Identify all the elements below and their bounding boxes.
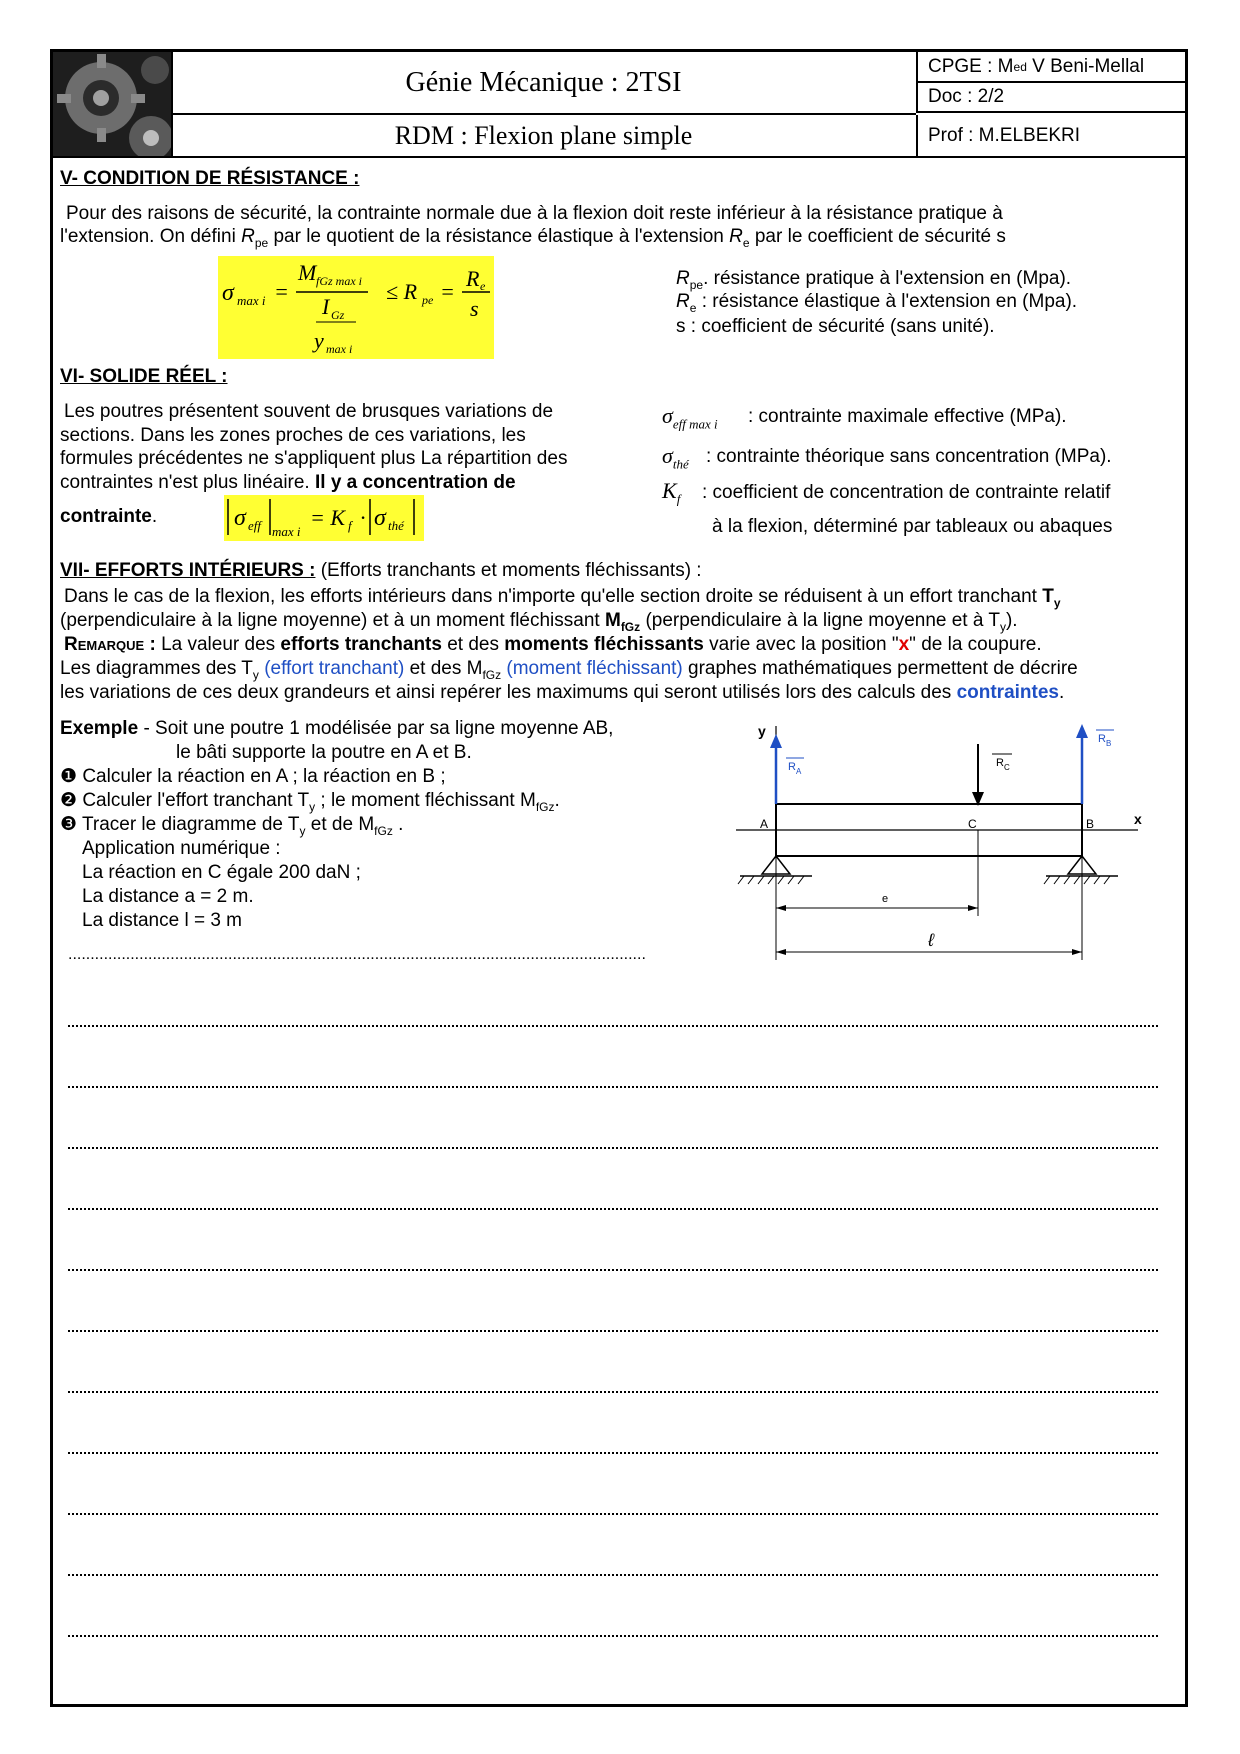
svg-text:y: y — [314, 328, 324, 353]
point-a-label: A — [760, 817, 769, 831]
load-c-label: R — [996, 757, 1004, 769]
svg-text:thé: thé — [388, 518, 404, 533]
answer-line-8 — [68, 1451, 1158, 1454]
school-name: CPGE : M ed V Beni-Mellal — [916, 52, 1185, 83]
def-sigma-the: : contrainte théorique sans concentration (MPa). — [706, 446, 1112, 467]
doc-number: Doc : 2/2 — [916, 83, 1185, 113]
concentration-formula — [224, 495, 424, 541]
section-7-heading-line — [60, 560, 702, 582]
svg-text:σ: σ — [222, 280, 234, 306]
def-kf: : coefficient de concentration de contrainte relatif — [702, 482, 1111, 503]
reaction-a-sub: A — [796, 767, 802, 776]
section-6-p4-text: contraintes n'est plus linéaire. — [60, 472, 310, 493]
reaction-b-sub: B — [1106, 739, 1112, 748]
svg-text:R: R — [466, 266, 480, 291]
svg-text:f: f — [348, 518, 352, 533]
svg-text:=: = — [440, 279, 455, 304]
question-2b-text: ; le moment fléchissant M — [315, 790, 536, 811]
section-6-p3: formules précédentes ne s'appliquent plus La répartition des — [60, 448, 568, 469]
line4-e: graphes mathématiques permettent de décrire — [688, 658, 1078, 679]
remark-x: x — [898, 634, 910, 655]
x-axis-label: x — [1134, 811, 1142, 827]
example-label: Exemple — [60, 718, 139, 739]
reaction-a-label: R — [788, 761, 796, 773]
gear-logo-image — [53, 52, 173, 156]
section-7-line1-text: Dans le cas de la flexion, les efforts intérieurs dans n'importe qu'elle section droite se réduisent à un effort tranchant — [64, 586, 1037, 607]
section-6-p4 — [60, 472, 516, 494]
header — [53, 52, 1185, 156]
answer-dots-short: .................................................................................................................................. — [68, 946, 646, 963]
app-num-l: La distance l = 3 m — [82, 910, 243, 931]
section-7-remark — [64, 634, 1042, 656]
dim-l-label: ℓ — [928, 930, 934, 950]
def-s: s : coefficient de sécurité (sans unité). — [676, 316, 995, 337]
section-7-line4: Les diagrammes des $T_y$ (effort tranchant) et des $M_{fGz}$ (moment fléchissant) graphes mathématiques permettent de décrire — [60, 658, 1078, 682]
question-2-text: Calculer l'effort tranchant T — [82, 790, 310, 811]
app-num-title: Application numérique : — [82, 838, 281, 859]
answer-line-7 — [68, 1390, 1158, 1393]
point-b-label: B — [1086, 817, 1095, 831]
svg-text:=: = — [274, 279, 289, 304]
question-3b-text: et de M — [305, 814, 375, 835]
answer-line-5 — [68, 1268, 1158, 1271]
svg-text:max i: max i — [237, 293, 266, 308]
resistance-formula — [218, 256, 494, 359]
example-line1 — [60, 718, 613, 740]
sigma-eff-symbol: $\sigma_{eff max i}$ — [662, 403, 718, 432]
section-6-heading: VI- SOLIDE RÉEL : — [60, 366, 228, 387]
reaction-b-label: R — [1098, 733, 1106, 745]
y-axis-label: y — [758, 723, 766, 739]
reaction-a-arrowhead — [770, 734, 782, 748]
answer-line-4 — [68, 1207, 1158, 1210]
answer-line-9 — [68, 1512, 1158, 1515]
section-7-line2b: (perpendiculaire à la ligne moyenne et à T — [645, 610, 1000, 631]
sigma-the-symbol: $\sigma_{thé}$ — [662, 443, 689, 472]
question-1: ❶ Calculer la réaction en A ; la réaction en B ; — [60, 766, 446, 787]
line5-b: contraintes — [956, 682, 1059, 703]
svg-text:= K: = K — [310, 505, 346, 530]
section-7-line5: les variations de ces deux grandeurs et ainsi repérer les maximums qui seront utilisés lors des calculs des contraintes. — [60, 682, 1065, 703]
prof-name: Prof : M.ELBEKRI — [916, 115, 1185, 156]
line4-c: et des M — [409, 658, 483, 679]
dim-e-label: e — [882, 893, 889, 905]
svg-text:eff: eff — [248, 518, 261, 533]
svg-text:s: s — [470, 296, 479, 321]
svg-text:pe: pe — [422, 293, 434, 307]
point-c-label: C — [968, 817, 977, 831]
question-3: ❸ Tracer le diagramme de $T_y$ et de $M_{fGz}$ . — [60, 814, 404, 838]
section-6-p1: Les poutres présentent souvent de brusques variations de — [64, 401, 554, 422]
gear-icon — [53, 52, 171, 156]
svg-text:σ: σ — [234, 505, 246, 531]
reaction-b-arrowhead — [1076, 724, 1088, 738]
section-6-p5: contrainte. — [60, 506, 158, 527]
kf-symbol: $K_f$ — [662, 478, 681, 507]
question-1-text: Calculer la réaction en A ; la réaction en B ; — [82, 766, 446, 787]
svg-text:·: · — [360, 505, 366, 530]
example-intro-1: - Soit une poutre 1 modélisée par sa ligne moyenne AB, — [143, 718, 614, 739]
example-intro-2: le bâti supporte la poutre en A et B. — [176, 742, 472, 763]
remark-1: La valeur des — [161, 634, 276, 655]
question-3-text: Tracer le diagramme de T — [81, 814, 300, 835]
section-7-heading-tail: (Efforts tranchants et moments fléchissants) : — [320, 560, 702, 581]
app-num-a: La distance a = 2 m. — [82, 886, 254, 907]
remark-label: Remarque : — [64, 634, 156, 655]
answer-line-3 — [68, 1146, 1158, 1149]
svg-text:max i: max i — [272, 524, 301, 539]
svg-text:e: e — [480, 279, 486, 293]
doc-title: Génie Mécanique : 2TSI — [171, 52, 916, 115]
question-2: ❷ Calculer l'effort tranchant $T_y$ ; le moment fléchissant $M_{fGz}$. — [60, 790, 560, 814]
beam-diagram — [736, 720, 1156, 970]
section-6-p2: sections. Dans les zones proches de ces variations, les — [60, 425, 526, 446]
def-re: $R_e$ : résistance élastique à l'extension en (Mpa). — [676, 291, 1078, 315]
answer-line-1 — [68, 1024, 1158, 1027]
line4-b: (effort tranchant) — [264, 658, 405, 679]
def-sigma-eff: : contrainte maximale effective (MPa). — [748, 406, 1067, 427]
svg-text:≤ R: ≤ R — [386, 279, 418, 304]
load-c-sub: C — [1004, 763, 1010, 772]
svg-text:Gz: Gz — [331, 308, 345, 322]
line5-a: les variations de ces deux grandeurs et ainsi repérer les maximums qui seront utilisés lors des calculs des — [60, 682, 952, 703]
svg-text:I: I — [322, 294, 330, 319]
app-num-rc: La réaction en C égale 200 daN ; — [82, 862, 361, 883]
section-5-heading: V- CONDITION DE RÉSISTANCE : — [60, 168, 360, 189]
section-6-p4-bold: Il y a concentration de — [315, 472, 516, 493]
remark-7: " de la coupure. — [909, 634, 1042, 655]
remark-5: varie avec la position " — [709, 634, 899, 655]
section-7-line2: (perpendiculaire à la ligne moyenne) et à un moment fléchissant $M_{fGz}$ (perpendiculaire à la ligne moyenne et à $T_y$). — [60, 610, 1018, 634]
svg-text:fGz max i: fGz max i — [316, 274, 362, 288]
doc-subtitle: RDM : Flexion plane simple — [394, 120, 693, 150]
remark-4: moments fléchissants — [504, 634, 704, 655]
def-kf-2: à la flexion, déterminé par tableaux ou abaques — [712, 516, 1113, 537]
line4-a: Les diagrammes des T — [60, 658, 253, 679]
def-rpe: $R_{pe}$. résistance pratique à l'extension en (Mpa). — [676, 268, 1072, 292]
remark-2: efforts tranchants — [280, 634, 442, 655]
answer-line-6 — [68, 1329, 1158, 1332]
section-6-p5-bold: contrainte — [60, 506, 152, 527]
section-7-line1: Dans le cas de la flexion, les efforts intérieurs dans n'importe qu'elle section droite se réduisent à un effort tranchant $T_y$ — [64, 586, 1061, 610]
answer-line-10 — [68, 1573, 1158, 1576]
svg-text:max i: max i — [326, 342, 353, 356]
answer-line-11 — [68, 1634, 1158, 1637]
svg-text:σ: σ — [374, 505, 386, 531]
remark-3: et des — [447, 634, 499, 655]
section-7-heading: VII- EFFORTS INTÉRIEURS : — [60, 560, 316, 581]
section-7-line2a: (perpendiculaire à la ligne moyenne) et à un moment fléchissant — [60, 610, 600, 631]
line4-d: (moment fléchissant) — [506, 658, 683, 679]
section-5-line2: l'extension. On défini $R_{pe}$ par le quotient de la résistance élastique à l'extension $R_e$ par le coefficient de sécurité s — [60, 226, 1006, 250]
header-divider — [53, 156, 1185, 158]
answer-line-2 — [68, 1085, 1158, 1088]
section-5-line1: Pour des raisons de sécurité, la contrainte normale due à la flexion doit reste inférieur à la résistance pratique à — [66, 203, 1003, 224]
svg-text:M: M — [298, 260, 317, 285]
